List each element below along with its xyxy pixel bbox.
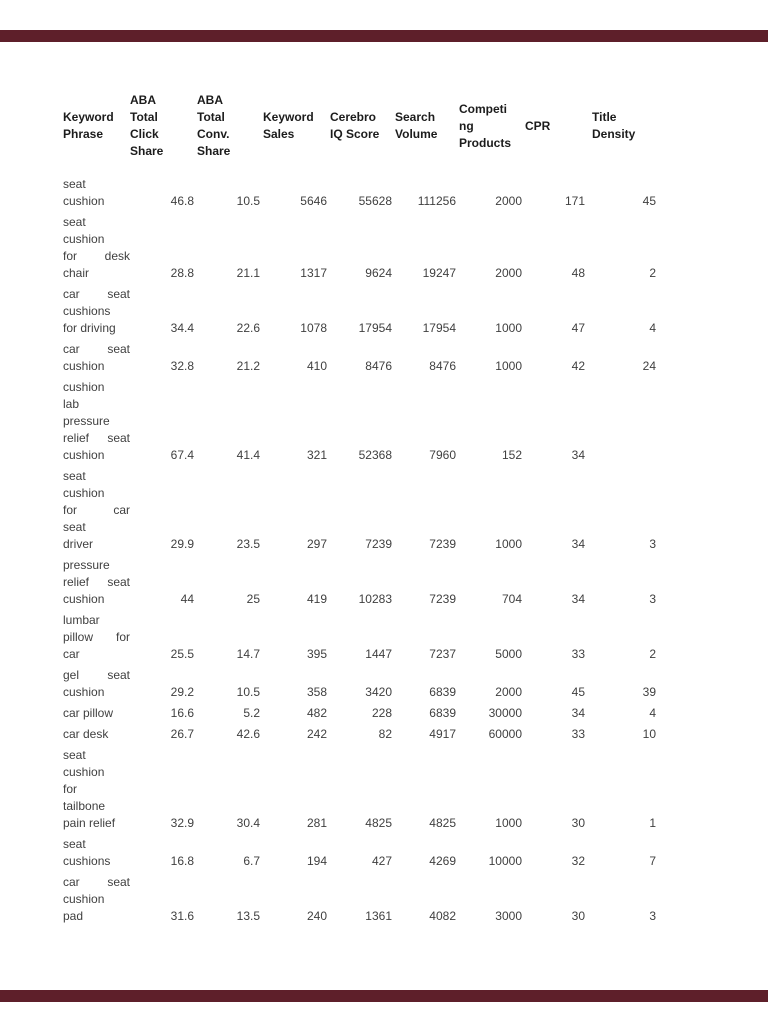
column-header-search_volume: Search Volume: [395, 110, 438, 141]
search_volume-cell: 111256: [417, 194, 456, 208]
keyword-phrase-cell: car seat cushion pad: [63, 875, 130, 923]
competing_products-cell: 2000: [495, 194, 522, 208]
competing_products-cell: 704: [501, 592, 522, 606]
aba_total_conv_share-cell: 42.6: [236, 727, 260, 741]
title_density-cell: 10: [642, 727, 656, 741]
table-row: [63, 377, 656, 466]
search_volume-cell: 4825: [429, 816, 456, 830]
aba_total_click_share-cell: 29.9: [170, 537, 194, 551]
aba_total_click_share-cell: 46.8: [170, 194, 194, 208]
aba_total_conv_share-cell: 10.5: [236, 194, 260, 208]
aba_total_click_share-cell: 32.9: [170, 816, 194, 830]
title_density-cell: 4: [649, 321, 656, 335]
column-header-aba_total_click_share: ABA Total Click Share: [130, 93, 164, 158]
search_volume-cell: 4917: [429, 727, 456, 741]
competing_products-cell: 152: [501, 448, 522, 462]
keyword_sales-cell: 1078: [300, 321, 327, 335]
column-header-keyword_phrase: Keyword Phrase: [63, 110, 114, 141]
table-body: [63, 174, 656, 927]
table-row: [63, 466, 656, 555]
keyword_sales-cell: 419: [306, 592, 327, 606]
keyword_sales-cell: 395: [306, 647, 327, 661]
aba_total_conv_share-cell: 23.5: [236, 537, 260, 551]
cpr-cell: 33: [571, 727, 585, 741]
table-row: [63, 212, 656, 284]
keyword_sales-cell: 194: [306, 854, 327, 868]
cerebro_iq_score-cell: 1447: [365, 647, 392, 661]
cpr-cell: 30: [571, 909, 585, 923]
competing_products-cell: 2000: [495, 266, 522, 280]
table-row: [63, 555, 656, 610]
aba_total_conv_share-cell: 14.7: [236, 647, 260, 661]
cpr-cell: 47: [571, 321, 585, 335]
cerebro_iq_score-cell: 1361: [365, 909, 392, 923]
keyword-table: [63, 92, 656, 927]
aba_total_conv_share-cell: 6.7: [243, 854, 260, 868]
keyword-phrase-cell: cushion lab pressure relief seat cushion: [63, 380, 130, 462]
aba_total_conv_share-cell: 25: [246, 592, 260, 606]
aba_total_conv_share-cell: 13.5: [236, 909, 260, 923]
keyword-phrase-cell: seat cushions: [63, 837, 111, 868]
competing_products-cell: 30000: [488, 706, 522, 720]
title_density-cell: 2: [649, 266, 656, 280]
cpr-cell: 48: [571, 266, 585, 280]
cerebro_iq_score-cell: 8476: [365, 359, 392, 373]
search_volume-cell: 6839: [429, 706, 456, 720]
keyword_sales-cell: 281: [306, 816, 327, 830]
page-separator-top: [0, 30, 768, 42]
page-separator-bottom: [0, 990, 768, 1002]
competing_products-cell: 1000: [495, 537, 522, 551]
keyword_sales-cell: 410: [306, 359, 327, 373]
table-row: [63, 872, 656, 927]
search_volume-cell: 7239: [429, 592, 456, 606]
title_density-cell: 2: [649, 647, 656, 661]
keyword_sales-cell: 5646: [300, 194, 327, 208]
cpr-cell: 34: [571, 706, 585, 720]
keyword_sales-cell: 297: [306, 537, 327, 551]
cerebro_iq_score-cell: 55628: [358, 194, 392, 208]
table-row: [63, 745, 656, 834]
competing_products-cell: 10000: [488, 854, 522, 868]
search_volume-cell: 7237: [429, 647, 456, 661]
cerebro_iq_score-cell: 82: [378, 727, 392, 741]
cpr-cell: 34: [571, 448, 585, 462]
title_density-cell: 3: [649, 592, 656, 606]
keyword-phrase-cell: car pillow: [63, 706, 114, 720]
keyword-phrase-cell: seat cushion for tailbone pain relief: [63, 748, 116, 830]
table-row: [63, 665, 656, 703]
keyword_sales-cell: 358: [306, 685, 327, 699]
aba_total_click_share-cell: 16.6: [170, 706, 194, 720]
cerebro_iq_score-cell: 52368: [358, 448, 392, 462]
competing_products-cell: 1000: [495, 816, 522, 830]
table-row: [63, 610, 656, 665]
cerebro_iq_score-cell: 9624: [365, 266, 392, 280]
aba_total_click_share-cell: 26.7: [170, 727, 194, 741]
keyword_sales-cell: 242: [306, 727, 327, 741]
title_density-cell: 7: [649, 854, 656, 868]
cpr-cell: 30: [571, 816, 585, 830]
cerebro_iq_score-cell: 3420: [365, 685, 392, 699]
search_volume-cell: 8476: [429, 359, 456, 373]
title_density-cell: 3: [649, 909, 656, 923]
aba_total_click_share-cell: 34.4: [170, 321, 194, 335]
competing_products-cell: 3000: [495, 909, 522, 923]
column-header-cpr: CPR: [525, 118, 551, 133]
keyword-phrase-cell: lumbar pillow for car: [63, 613, 130, 661]
cerebro_iq_score-cell: 427: [371, 854, 392, 868]
title_density-cell: 3: [649, 537, 656, 551]
keyword_sales-cell: 321: [306, 448, 327, 462]
aba_total_click_share-cell: 29.2: [170, 685, 194, 699]
search_volume-cell: 4082: [429, 909, 456, 923]
cpr-cell: 34: [571, 592, 585, 606]
aba_total_click_share-cell: 25.5: [170, 647, 194, 661]
search_volume-cell: 4269: [429, 854, 456, 868]
aba_total_conv_share-cell: 41.4: [236, 448, 260, 462]
title_density-cell: 24: [642, 359, 656, 373]
keyword-phrase-cell: car desk: [63, 727, 109, 741]
keyword-phrase-cell: car seat cushions for driving: [63, 287, 130, 335]
cerebro_iq_score-cell: 7239: [365, 537, 392, 551]
aba_total_conv_share-cell: 22.6: [236, 321, 260, 335]
aba_total_conv_share-cell: 5.2: [243, 706, 260, 720]
title_density-cell: 45: [642, 194, 656, 208]
table-row: [63, 339, 656, 377]
keyword-phrase-cell: seat cushion: [63, 177, 105, 208]
keyword-phrase-cell: pressure relief seat cushion: [63, 558, 130, 606]
column-header-cerebro_iq_score: Cerebro IQ Score: [330, 110, 380, 141]
competing_products-cell: 5000: [495, 647, 522, 661]
competing_products-cell: 2000: [495, 685, 522, 699]
table-row: [63, 703, 656, 724]
keyword_sales-cell: 1317: [300, 266, 327, 280]
search_volume-cell: 7239: [429, 537, 456, 551]
competing_products-cell: 1000: [495, 321, 522, 335]
table-row: [63, 724, 656, 745]
keyword-phrase-cell: car seat cushion: [63, 342, 130, 373]
aba_total_click_share-cell: 44: [180, 592, 194, 606]
keyword_sales-cell: 482: [306, 706, 327, 720]
keyword-phrase-cell: gel seat cushion: [63, 668, 130, 699]
aba_total_conv_share-cell: 10.5: [236, 685, 260, 699]
column-header-aba_total_conv_share: ABA Total Conv. Share: [197, 93, 231, 158]
keyword_sales-cell: 240: [306, 909, 327, 923]
cpr-cell: 42: [571, 359, 585, 373]
keyword-phrase-cell: seat cushion for desk chair: [63, 215, 130, 280]
aba_total_click_share-cell: 32.8: [170, 359, 194, 373]
cerebro_iq_score-cell: 17954: [358, 321, 392, 335]
keyword-phrase-cell: seat cushion for car seat driver: [63, 469, 130, 551]
table-row: [63, 834, 656, 872]
aba_total_click_share-cell: 31.6: [170, 909, 194, 923]
column-header-competing_products: Competi ng Products: [459, 101, 512, 150]
aba_total_conv_share-cell: 21.2: [236, 359, 260, 373]
search_volume-cell: 17954: [422, 321, 456, 335]
aba_total_click_share-cell: 28.8: [170, 266, 194, 280]
cerebro_iq_score-cell: 228: [371, 706, 392, 720]
title_density-cell: 1: [649, 816, 656, 830]
title_density-cell: [592, 377, 656, 466]
cerebro_iq_score-cell: 4825: [365, 816, 392, 830]
search_volume-cell: 19247: [422, 266, 456, 280]
table-header-row: [63, 92, 656, 174]
title_density-cell: 4: [649, 706, 656, 720]
cpr-cell: 45: [571, 685, 585, 699]
competing_products-cell: 60000: [488, 727, 522, 741]
column-header-title_density: Title Density: [592, 110, 636, 141]
cerebro_iq_score-cell: 10283: [358, 592, 392, 606]
search_volume-cell: 7960: [429, 448, 456, 462]
title_density-cell: 39: [642, 685, 656, 699]
competing_products-cell: 1000: [495, 359, 522, 373]
table-row: [63, 284, 656, 339]
cpr-cell: 34: [571, 537, 585, 551]
aba_total_conv_share-cell: 21.1: [236, 266, 260, 280]
aba_total_click_share-cell: 16.8: [170, 854, 194, 868]
cpr-cell: 171: [564, 194, 585, 208]
table-row: [63, 174, 656, 212]
search_volume-cell: 6839: [429, 685, 456, 699]
cpr-cell: 33: [571, 647, 585, 661]
aba_total_conv_share-cell: 30.4: [236, 816, 260, 830]
cpr-cell: 32: [571, 854, 585, 868]
aba_total_click_share-cell: 67.4: [170, 448, 194, 462]
column-header-keyword_sales: Keyword Sales: [263, 110, 314, 141]
